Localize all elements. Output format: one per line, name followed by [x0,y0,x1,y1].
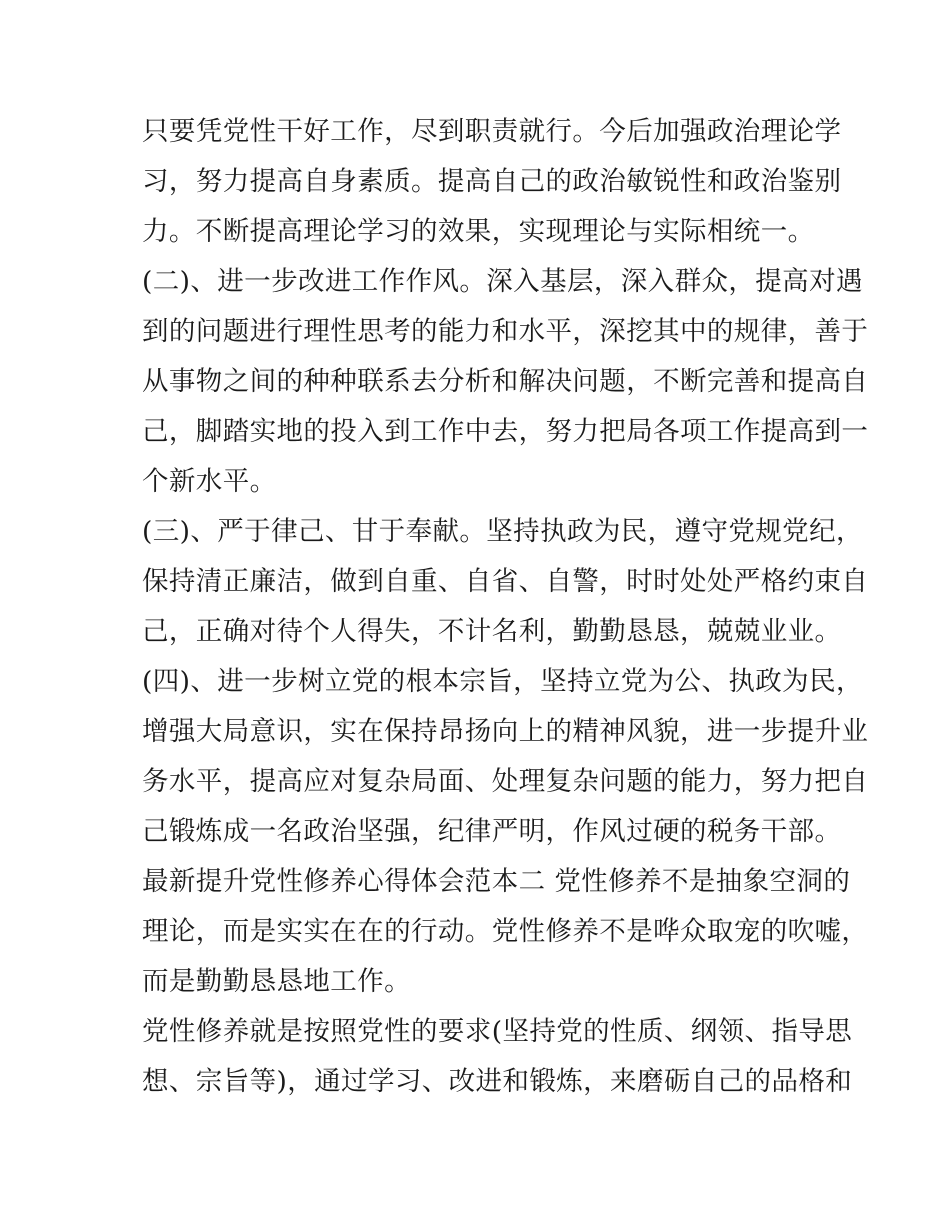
text-line: 只要凭党性干好工作，尽到职责就行。今后加强政治理论学 [142,116,842,147]
text-line: 己锻炼成一名政治坚强，纪律严明，作风过硬的税务干部。 [142,816,842,847]
text-line: 习，努力提高自身素质。提高自己的政治敏锐性和政治鉴别 [142,166,842,197]
text-line: 党性修养就是按照党性的要求(坚持党的性质、纲领、指导思 [142,1016,853,1047]
text-line: (三)、严于律己、甘于奉献。坚持执政为民，遵守党规党纪， [142,516,863,547]
text-line: 务水平，提高应对复杂局面、处理复杂问题的能力，努力把自 [142,766,869,797]
text-line: 而是勤勤恳恳地工作。 [142,966,411,997]
text-line: 己，正确对待个人得失，不计名利，勤勤恳恳，兢兢业业。 [142,616,842,647]
text-line: 增强大局意识，实在保持昂扬向上的精神风貌，进一步提升业 [142,716,869,747]
text-line: (二)、进一步改进工作作风。深入基层，深入群众，提高对遇 [142,266,863,297]
text-line: 保持清正廉洁，做到自重、自省、自警，时时处处严格约束自 [142,566,869,597]
text-line: 到的问题进行理性思考的能力和水平，深挖其中的规律，善于 [142,316,869,347]
text-line: 从事物之间的种种联系去分析和解决问题，不断完善和提高自 [142,366,869,397]
document-body [142,107,869,1107]
text-line: 个新水平。 [142,466,277,497]
text-line: (四)、进一步树立党的根本宗旨，坚持立党为公、执政为民， [142,666,863,697]
text-line: 己，脚踏实地的投入到工作中去，努力把局各项工作提高到一 [142,416,869,447]
text-line: 力。不断提高理论学习的效果，实现理论与实际相统一。 [142,216,815,247]
text-line: 理论，而是实实在在的行动。党性修养不是哗众取宠的吹嘘， [142,916,869,947]
text-line: 最新提升党性修养心得体会范本二 党性修养不是抽象空洞的 [142,866,851,897]
text-line: 想、宗旨等)，通过学习、改进和锻炼，来磨砺自己的品格和 [142,1066,853,1097]
